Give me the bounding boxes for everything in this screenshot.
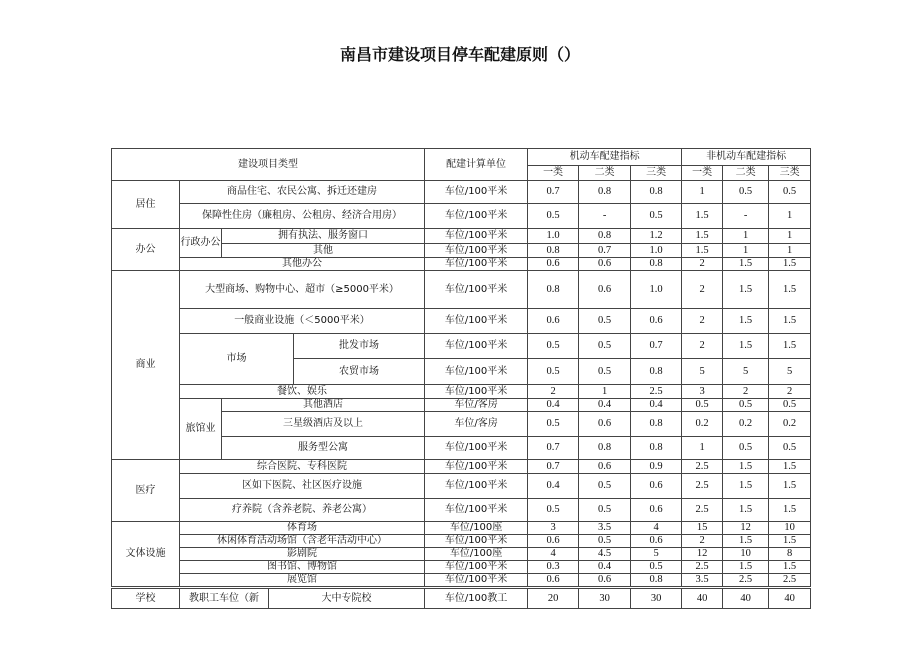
nonmotor-value: 0.5 bbox=[682, 399, 723, 412]
row-label: 服务型公寓 bbox=[222, 437, 425, 460]
row-label: 三星级酒店及以上 bbox=[222, 412, 425, 437]
unit-cell: 车位/客房 bbox=[425, 399, 528, 412]
row-label: 一般商业设施（＜5000平米） bbox=[180, 309, 425, 334]
motor-value: 0.8 bbox=[579, 437, 631, 460]
header-unit: 配建计算单位 bbox=[425, 149, 528, 181]
nonmotor-value: 0.5 bbox=[769, 399, 811, 412]
nonmotor-value: - bbox=[723, 204, 769, 229]
nonmotor-value: 1 bbox=[682, 181, 723, 204]
row-label: 疗养院（含养老院、养老公寓） bbox=[180, 499, 425, 522]
unit-cell: 车位/客房 bbox=[425, 412, 528, 437]
motor-value: 0.7 bbox=[631, 334, 682, 359]
unit-cell: 车位/100平米 bbox=[425, 359, 528, 385]
nonmotor-value: 0.5 bbox=[723, 181, 769, 204]
motor-value: 0.5 bbox=[528, 334, 579, 359]
motor-value: 0.4 bbox=[528, 474, 579, 499]
nonmotor-value: 2 bbox=[682, 309, 723, 334]
nonmotor-value: 1.5 bbox=[769, 460, 811, 474]
row-label: 商业 bbox=[112, 271, 180, 460]
row-label: 学校 bbox=[112, 588, 180, 609]
unit-cell: 车位/100座 bbox=[425, 548, 528, 561]
nonmotor-value: 3.5 bbox=[682, 574, 723, 588]
motor-value: 0.7 bbox=[579, 244, 631, 258]
header-project-type: 建设项目类型 bbox=[112, 149, 425, 181]
nonmotor-value: 1.5 bbox=[723, 309, 769, 334]
row-label: 影剧院 bbox=[180, 548, 425, 561]
unit-cell: 车位/100平米 bbox=[425, 181, 528, 204]
row-label: 休闲体育活动场馆（含老年活动中心） bbox=[180, 535, 425, 548]
header-class: 一类 bbox=[682, 166, 723, 181]
nonmotor-value: 1.5 bbox=[682, 244, 723, 258]
row-label: 旅馆业 bbox=[180, 399, 222, 460]
nonmotor-value: 1.5 bbox=[769, 499, 811, 522]
row-label: 其他酒店 bbox=[222, 399, 425, 412]
nonmotor-value: 1.5 bbox=[769, 334, 811, 359]
motor-value: 2 bbox=[528, 385, 579, 399]
header-row bbox=[112, 149, 811, 166]
row-label: 居住 bbox=[112, 181, 180, 229]
nonmotor-value: 1.5 bbox=[769, 561, 811, 574]
table-row bbox=[112, 399, 811, 412]
unit-cell: 车位/100平米 bbox=[425, 535, 528, 548]
row-label: 商品住宅、农民公寓、拆迁还建房 bbox=[180, 181, 425, 204]
unit-cell: 车位/100平米 bbox=[425, 499, 528, 522]
motor-value: 0.8 bbox=[528, 244, 579, 258]
table-row bbox=[112, 385, 811, 399]
nonmotor-value: 2 bbox=[682, 271, 723, 309]
motor-value: 0.8 bbox=[631, 359, 682, 385]
nonmotor-value: 1.5 bbox=[682, 229, 723, 244]
row-label: 办公 bbox=[112, 229, 180, 271]
nonmotor-value: 1 bbox=[769, 204, 811, 229]
motor-value: 0.5 bbox=[579, 474, 631, 499]
motor-value: 0.3 bbox=[528, 561, 579, 574]
unit-cell: 车位/100座 bbox=[425, 522, 528, 535]
unit-cell: 车位/100平米 bbox=[425, 271, 528, 309]
row-label: 综合医院、专科医院 bbox=[180, 460, 425, 474]
motor-value: 30 bbox=[631, 588, 682, 609]
header-class: 三类 bbox=[769, 166, 811, 181]
motor-value: 20 bbox=[528, 588, 579, 609]
nonmotor-value: 3 bbox=[682, 385, 723, 399]
header-class: 二类 bbox=[579, 166, 631, 181]
nonmotor-value: 1.5 bbox=[723, 535, 769, 548]
motor-value: 0.8 bbox=[631, 574, 682, 588]
nonmotor-value: 0.2 bbox=[769, 412, 811, 437]
unit-cell: 车位/100平米 bbox=[425, 258, 528, 271]
nonmotor-value: 2 bbox=[682, 258, 723, 271]
nonmotor-value: 1.5 bbox=[723, 334, 769, 359]
row-label: 其他 bbox=[222, 244, 425, 258]
table-row bbox=[112, 474, 811, 499]
nonmotor-value: 40 bbox=[723, 588, 769, 609]
motor-value: 0.5 bbox=[579, 359, 631, 385]
motor-value: 0.6 bbox=[631, 474, 682, 499]
motor-value: 1.0 bbox=[528, 229, 579, 244]
nonmotor-value: 2 bbox=[682, 535, 723, 548]
nonmotor-value: 40 bbox=[682, 588, 723, 609]
nonmotor-value: 5 bbox=[682, 359, 723, 385]
motor-value: 0.8 bbox=[631, 258, 682, 271]
motor-value: 0.8 bbox=[579, 181, 631, 204]
row-label: 区如下医院、社区医疗设施 bbox=[180, 474, 425, 499]
motor-value: 0.6 bbox=[528, 258, 579, 271]
nonmotor-value: 0.5 bbox=[769, 437, 811, 460]
nonmotor-value: 1.5 bbox=[723, 474, 769, 499]
motor-value: 3 bbox=[528, 522, 579, 535]
table-row bbox=[112, 561, 811, 574]
motor-value: 0.6 bbox=[579, 412, 631, 437]
row-label: 批发市场 bbox=[294, 334, 425, 359]
motor-value: 0.7 bbox=[528, 437, 579, 460]
row-label: 文体设施 bbox=[112, 522, 180, 588]
motor-value: 0.4 bbox=[528, 399, 579, 412]
header-class: 二类 bbox=[723, 166, 769, 181]
row-label: 展览馆 bbox=[180, 574, 425, 588]
nonmotor-value: 1.5 bbox=[723, 258, 769, 271]
motor-value: 2.5 bbox=[631, 385, 682, 399]
unit-cell: 车位/100平米 bbox=[425, 385, 528, 399]
motor-value: 0.4 bbox=[579, 561, 631, 574]
row-label: 图书馆、博物馆 bbox=[180, 561, 425, 574]
table-row bbox=[112, 181, 811, 204]
nonmotor-value: 1 bbox=[723, 229, 769, 244]
header-class: 三类 bbox=[631, 166, 682, 181]
row-label: 市场 bbox=[180, 334, 294, 385]
motor-value: 1 bbox=[579, 385, 631, 399]
motor-value: 0.6 bbox=[631, 535, 682, 548]
unit-cell: 车位/100平米 bbox=[425, 574, 528, 588]
unit-cell: 车位/100平米 bbox=[425, 561, 528, 574]
motor-value: 0.5 bbox=[528, 204, 579, 229]
nonmotor-value: 5 bbox=[769, 359, 811, 385]
motor-value: 1.0 bbox=[631, 244, 682, 258]
table-row bbox=[112, 499, 811, 522]
unit-cell: 车位/100平米 bbox=[425, 460, 528, 474]
table-row bbox=[112, 309, 811, 334]
nonmotor-value: 1.5 bbox=[723, 271, 769, 309]
motor-value: 0.5 bbox=[579, 334, 631, 359]
nonmotor-value: 2.5 bbox=[723, 574, 769, 588]
nonmotor-value: 1 bbox=[682, 437, 723, 460]
motor-value: 0.7 bbox=[528, 460, 579, 474]
motor-value: 0.5 bbox=[579, 535, 631, 548]
header-motor: 机动车配建指标 bbox=[528, 149, 682, 166]
nonmotor-value: 0.5 bbox=[723, 437, 769, 460]
row-label: 保障性住房（廉租房、公租房、经济合用房） bbox=[180, 204, 425, 229]
motor-value: 0.4 bbox=[579, 399, 631, 412]
nonmotor-value: 2 bbox=[769, 385, 811, 399]
motor-value: 0.8 bbox=[631, 412, 682, 437]
motor-value: 1.2 bbox=[631, 229, 682, 244]
table-row bbox=[112, 460, 811, 474]
motor-value: 0.6 bbox=[579, 574, 631, 588]
motor-value: 0.8 bbox=[579, 229, 631, 244]
header-class: 一类 bbox=[528, 166, 579, 181]
nonmotor-value: 1.5 bbox=[769, 535, 811, 548]
unit-cell: 车位/100平米 bbox=[425, 474, 528, 499]
motor-value: 0.5 bbox=[528, 412, 579, 437]
motor-value: 0.7 bbox=[528, 181, 579, 204]
motor-value: 0.6 bbox=[631, 499, 682, 522]
motor-value: 30 bbox=[579, 588, 631, 609]
nonmotor-value: 1.5 bbox=[723, 460, 769, 474]
nonmotor-value: 2.5 bbox=[769, 574, 811, 588]
nonmotor-value: 40 bbox=[769, 588, 811, 609]
nonmotor-value: 1.5 bbox=[723, 561, 769, 574]
header-nonmotor: 非机动车配建指标 bbox=[682, 149, 811, 166]
motor-value: 0.4 bbox=[631, 399, 682, 412]
motor-value: 0.6 bbox=[579, 271, 631, 309]
unit-cell: 车位/100平米 bbox=[425, 334, 528, 359]
motor-value: 0.5 bbox=[631, 561, 682, 574]
nonmotor-value: 1.5 bbox=[682, 204, 723, 229]
motor-value: 0.5 bbox=[631, 204, 682, 229]
nonmotor-value: 2 bbox=[682, 334, 723, 359]
motor-value: 0.5 bbox=[528, 359, 579, 385]
nonmotor-value: 10 bbox=[723, 548, 769, 561]
table-row bbox=[112, 588, 811, 609]
table-row bbox=[112, 271, 811, 309]
motor-value: 0.8 bbox=[631, 181, 682, 204]
document-title: 南昌市建设项目停车配建原则（） bbox=[339, 45, 580, 64]
nonmotor-value: 1 bbox=[769, 229, 811, 244]
nonmotor-value: 10 bbox=[769, 522, 811, 535]
motor-value: 0.5 bbox=[579, 309, 631, 334]
motor-value: 0.6 bbox=[579, 460, 631, 474]
motor-value: 4.5 bbox=[579, 548, 631, 561]
motor-value: 0.6 bbox=[631, 309, 682, 334]
nonmotor-value: 0.5 bbox=[769, 181, 811, 204]
motor-value: 0.8 bbox=[528, 271, 579, 309]
row-label: 体育场 bbox=[180, 522, 425, 535]
nonmotor-value: 1.5 bbox=[769, 309, 811, 334]
nonmotor-value: 1.5 bbox=[723, 499, 769, 522]
unit-cell: 车位/100教工 bbox=[425, 588, 528, 609]
motor-value: - bbox=[579, 204, 631, 229]
unit-cell: 车位/100平米 bbox=[425, 244, 528, 258]
motor-value: 0.6 bbox=[528, 574, 579, 588]
nonmotor-value: 15 bbox=[682, 522, 723, 535]
unit-cell: 车位/100平米 bbox=[425, 309, 528, 334]
motor-value: 0.9 bbox=[631, 460, 682, 474]
nonmotor-value: 1 bbox=[769, 244, 811, 258]
nonmotor-value: 1.5 bbox=[769, 474, 811, 499]
motor-value: 0.6 bbox=[528, 309, 579, 334]
unit-cell: 车位/100平米 bbox=[425, 437, 528, 460]
nonmotor-value: 2.5 bbox=[682, 474, 723, 499]
nonmotor-value: 0.2 bbox=[723, 412, 769, 437]
nonmotor-value: 0.5 bbox=[723, 399, 769, 412]
nonmotor-value: 12 bbox=[682, 548, 723, 561]
row-label: 教职工车位（新 bbox=[180, 588, 269, 609]
table-row bbox=[112, 574, 811, 588]
nonmotor-value: 2.5 bbox=[682, 499, 723, 522]
row-label: 农贸市场 bbox=[294, 359, 425, 385]
row-label: 行政办公 bbox=[180, 229, 222, 258]
motor-value: 5 bbox=[631, 548, 682, 561]
nonmotor-value: 12 bbox=[723, 522, 769, 535]
table-row bbox=[112, 229, 811, 244]
nonmotor-value: 1.5 bbox=[769, 258, 811, 271]
row-label: 餐饮、娱乐 bbox=[180, 385, 425, 399]
table-row bbox=[112, 522, 811, 535]
unit-cell: 车位/100平米 bbox=[425, 204, 528, 229]
nonmotor-value: 5 bbox=[723, 359, 769, 385]
nonmotor-value: 1 bbox=[723, 244, 769, 258]
row-label: 大中专院校 bbox=[269, 588, 425, 609]
nonmotor-value: 2.5 bbox=[682, 460, 723, 474]
table-row bbox=[112, 258, 811, 271]
motor-value: 0.6 bbox=[579, 258, 631, 271]
unit-cell: 车位/100平米 bbox=[425, 229, 528, 244]
table-row bbox=[112, 334, 811, 359]
motor-value: 0.5 bbox=[528, 499, 579, 522]
row-label: 其他办公 bbox=[180, 258, 425, 271]
row-label: 医疗 bbox=[112, 460, 180, 522]
table-row bbox=[112, 548, 811, 561]
motor-value: 0.8 bbox=[631, 437, 682, 460]
nonmotor-value: 2 bbox=[723, 385, 769, 399]
motor-value: 4 bbox=[528, 548, 579, 561]
motor-value: 1.0 bbox=[631, 271, 682, 309]
nonmotor-value: 2.5 bbox=[682, 561, 723, 574]
row-label: 拥有执法、服务窗口 bbox=[222, 229, 425, 244]
parking-standards-table bbox=[111, 148, 811, 609]
motor-value: 4 bbox=[631, 522, 682, 535]
nonmotor-value: 0.2 bbox=[682, 412, 723, 437]
motor-value: 3.5 bbox=[579, 522, 631, 535]
nonmotor-value: 8 bbox=[769, 548, 811, 561]
table-row bbox=[112, 535, 811, 548]
motor-value: 0.6 bbox=[528, 535, 579, 548]
row-label: 大型商场、购物中心、超市（≥5000平米） bbox=[180, 271, 425, 309]
nonmotor-value: 1.5 bbox=[769, 271, 811, 309]
table-row bbox=[112, 204, 811, 229]
motor-value: 0.5 bbox=[579, 499, 631, 522]
